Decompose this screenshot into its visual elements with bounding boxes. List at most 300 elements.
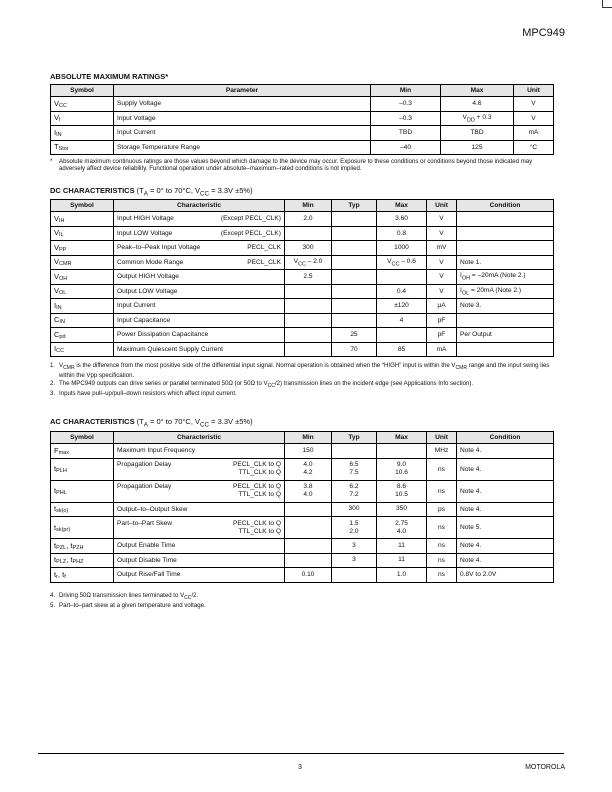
characteristic-cell bbox=[114, 480, 285, 502]
typ-value: 7.5 bbox=[349, 469, 359, 476]
max-cell bbox=[377, 299, 427, 314]
condition-cell bbox=[457, 328, 554, 343]
parameter-cell: Storage Temperature Range bbox=[114, 140, 371, 155]
dc-title-text: DC CHARACTERISTICS bbox=[50, 186, 135, 195]
max-cell-value: 4.6 bbox=[472, 100, 482, 108]
condition-tail: = –20mA (Note 2.) bbox=[470, 272, 526, 280]
symbol-cell bbox=[51, 226, 114, 241]
ac-title-text: AC CHARACTERISTICS bbox=[50, 417, 135, 426]
max-value: 11 bbox=[398, 556, 405, 564]
characteristic-cell bbox=[114, 226, 285, 241]
symbol-base: V bbox=[54, 242, 60, 252]
characteristic-cell bbox=[114, 568, 285, 583]
min-cell bbox=[285, 458, 332, 480]
symbol-cell bbox=[51, 342, 114, 357]
max-cell bbox=[377, 284, 427, 299]
max-cell bbox=[377, 212, 427, 227]
unit-cell: ps bbox=[427, 502, 457, 517]
note-number: 2. bbox=[50, 379, 56, 387]
max-value: 1.0 bbox=[396, 570, 407, 578]
table-row bbox=[51, 328, 554, 343]
table-row bbox=[51, 458, 554, 480]
note-number: 5. bbox=[50, 602, 56, 610]
symbol-base-2: , t bbox=[66, 540, 73, 550]
table-row bbox=[51, 517, 554, 539]
characteristic-name: Maximum Quiescent Supply Current bbox=[117, 345, 223, 353]
min-cell-value: –0.3 bbox=[399, 100, 412, 108]
unit-cell: ns bbox=[427, 480, 457, 502]
symbol-subscript: max bbox=[58, 449, 69, 456]
symbol-base-2: , t bbox=[66, 555, 73, 565]
unit-cell: ns bbox=[427, 553, 457, 568]
max-cell-value: ±120 bbox=[394, 302, 409, 310]
unit-cell: mA bbox=[514, 126, 554, 141]
table-row bbox=[51, 111, 554, 126]
max-cell-value: 85 bbox=[397, 345, 406, 353]
note bbox=[50, 592, 555, 602]
typ-cell bbox=[332, 212, 377, 227]
condition-cell bbox=[457, 299, 554, 314]
footer-rule bbox=[38, 753, 564, 754]
min-cell bbox=[285, 517, 332, 539]
table-row bbox=[51, 342, 554, 357]
min-cell-value: 2.0 bbox=[303, 215, 313, 223]
max-value: 2.75 bbox=[395, 519, 408, 527]
condition-cell: Note 4. bbox=[457, 458, 554, 480]
typ-value: 300 bbox=[348, 505, 360, 513]
typ-value: 1.5 bbox=[349, 519, 359, 527]
symbol-cell bbox=[51, 126, 114, 141]
condition-cell bbox=[457, 313, 554, 328]
condition-tail: = 20mA (Note 2.) bbox=[469, 286, 522, 294]
typ-value: 6.5 bbox=[349, 461, 359, 468]
symbol-subscript: r bbox=[56, 573, 58, 580]
symbol-base: C bbox=[54, 315, 60, 325]
column-header: Min bbox=[285, 200, 332, 212]
page-number: 3 bbox=[298, 764, 302, 771]
unit-cell: V bbox=[514, 111, 554, 126]
characteristic-name: Input HIGH Voltage bbox=[117, 215, 174, 223]
min-cell bbox=[285, 313, 332, 328]
table-row bbox=[51, 140, 554, 155]
max-cell bbox=[377, 539, 427, 554]
typ-value: 3 bbox=[352, 556, 356, 564]
characteristic-name: Propagation Delay bbox=[117, 483, 172, 490]
note-number: 3. bbox=[50, 390, 56, 398]
table-row bbox=[51, 539, 554, 554]
symbol-cell bbox=[51, 111, 114, 126]
table-row bbox=[51, 444, 554, 459]
characteristic-name: Peak–to–Peak Input Voltage bbox=[117, 244, 201, 252]
typ-cell bbox=[332, 313, 377, 328]
max-cell bbox=[441, 126, 514, 141]
min-cell bbox=[285, 342, 332, 357]
max-cell bbox=[377, 502, 427, 517]
characteristic-name: Output HIGH Voltage bbox=[117, 273, 179, 281]
condition-subscript: OH bbox=[461, 275, 471, 282]
dc-title bbox=[50, 186, 253, 198]
max-cell bbox=[377, 226, 427, 241]
table-row bbox=[51, 226, 554, 241]
typ-cell bbox=[332, 241, 377, 256]
max-cell bbox=[441, 140, 514, 155]
min-value: 4.0 bbox=[303, 461, 313, 468]
min-cell bbox=[371, 111, 441, 126]
unit-cell: V bbox=[427, 212, 457, 227]
symbol-subscript: PLH bbox=[56, 468, 67, 474]
condition-cell: Note 4. bbox=[457, 444, 554, 459]
min-cell-value: –40 bbox=[399, 143, 411, 151]
characteristic-cell bbox=[114, 553, 285, 568]
column-header: Max bbox=[377, 200, 427, 212]
min-cell bbox=[285, 502, 332, 517]
note bbox=[50, 390, 555, 397]
symbol-subscript: PLZ bbox=[56, 559, 67, 566]
typ-value: 3 bbox=[352, 541, 356, 549]
parameter-cell: Supply Voltage bbox=[114, 97, 371, 112]
max-cell bbox=[377, 568, 427, 583]
typ-value: 6.2 bbox=[349, 483, 359, 490]
footer-brand: MOTOROLA bbox=[525, 764, 565, 771]
unit-cell: µA bbox=[427, 299, 457, 314]
min-cell bbox=[285, 444, 332, 459]
characteristic-qualifier: PECL_CLK bbox=[247, 244, 281, 252]
note-text: Driving 50Ω transmission lines terminated to $V_{CC}/2$. bbox=[59, 592, 199, 602]
max-cell bbox=[441, 111, 514, 126]
table-row bbox=[51, 502, 554, 517]
symbol-subscript-2: PHZ bbox=[72, 559, 84, 566]
min-cell bbox=[285, 255, 332, 270]
min-value: 0.10 bbox=[301, 570, 315, 578]
max-cell-value: V bbox=[387, 257, 392, 265]
dc-table bbox=[50, 199, 554, 357]
symbol-base: t bbox=[54, 569, 57, 579]
symbol-subscript: PZL bbox=[56, 544, 67, 551]
typ-cell bbox=[332, 342, 377, 357]
table-row bbox=[51, 553, 554, 568]
symbol-subscript: sk(o) bbox=[56, 508, 69, 515]
max-value: 11 bbox=[398, 541, 405, 549]
symbol-subscript-2: f bbox=[64, 573, 66, 580]
symbol-base: t bbox=[54, 504, 57, 514]
characteristic-qualifier: (Except PECL_CLK) bbox=[220, 215, 281, 223]
symbol-base: C bbox=[54, 329, 60, 339]
min-cell-value: 300 bbox=[302, 244, 314, 252]
condition-cell: Note 4. bbox=[457, 539, 554, 554]
symbol-cell bbox=[51, 241, 114, 256]
page-corner-mark bbox=[602, 0, 612, 8]
path-label: PECL_CLK to Q bbox=[232, 461, 281, 468]
symbol-subscript: CC bbox=[59, 102, 67, 109]
max-value: 10.6 bbox=[395, 469, 408, 476]
characteristic-name: Input Current bbox=[117, 302, 156, 310]
typ-cell bbox=[332, 502, 377, 517]
condition-cell: Note 5. bbox=[457, 517, 554, 539]
max-cell bbox=[377, 444, 427, 459]
unit-cell: mA bbox=[427, 342, 457, 357]
typ-cell-value: 25 bbox=[350, 331, 358, 339]
column-header: Unit bbox=[514, 85, 554, 97]
characteristic-name: Output Rise/Fall Time bbox=[117, 571, 181, 579]
typ-cell bbox=[332, 226, 377, 241]
characteristic-name: Output LOW Voltage bbox=[117, 287, 178, 295]
note-number: 4. bbox=[50, 592, 56, 599]
characteristic-cell bbox=[114, 517, 285, 539]
condition-cell bbox=[457, 226, 554, 241]
unit-cell: ns bbox=[427, 539, 457, 554]
abs-max-title: ABSOLUTE MAXIMUM RATINGS* bbox=[50, 72, 169, 81]
table-row bbox=[51, 284, 554, 299]
symbol-cell bbox=[51, 270, 114, 285]
symbol-base: t bbox=[54, 540, 57, 550]
table-row bbox=[51, 126, 554, 141]
symbol-subscript: IN bbox=[56, 131, 62, 138]
symbol-cell bbox=[51, 539, 114, 554]
symbol-base: T bbox=[54, 142, 59, 152]
max-cell bbox=[377, 458, 427, 480]
abs-max-table bbox=[50, 84, 554, 155]
condition-cell: Note 4. bbox=[457, 480, 554, 502]
typ-cell bbox=[332, 328, 377, 343]
unit-cell: V bbox=[427, 270, 457, 285]
ac-header-row bbox=[51, 432, 554, 444]
characteristic-name: Power Dissipation Capacitance bbox=[117, 331, 209, 339]
max-cell-subscript: DD bbox=[466, 116, 475, 123]
symbol-subscript: CC bbox=[56, 348, 65, 355]
typ-cell bbox=[332, 255, 377, 270]
symbol-base: V bbox=[54, 213, 60, 223]
symbol-base: V bbox=[54, 286, 60, 296]
min-cell bbox=[285, 299, 332, 314]
symbol-cell bbox=[51, 328, 114, 343]
max-cell-value: TBD bbox=[470, 129, 484, 137]
symbol-subscript-2: PZH bbox=[72, 544, 84, 551]
unit-cell: V bbox=[427, 255, 457, 270]
part-number: MPC949 bbox=[522, 27, 565, 39]
dc-notes bbox=[50, 362, 555, 397]
symbol-subscript: IN bbox=[56, 304, 62, 311]
typ-cell bbox=[332, 458, 377, 480]
max-cell bbox=[377, 313, 427, 328]
symbol-base: V bbox=[54, 271, 60, 281]
note bbox=[50, 362, 555, 380]
unit-cell: ns bbox=[427, 568, 457, 583]
note bbox=[50, 602, 555, 609]
max-cell bbox=[377, 480, 427, 502]
min-cell bbox=[285, 328, 332, 343]
table-row bbox=[51, 313, 554, 328]
symbol-cell bbox=[51, 517, 114, 539]
symbol-subscript: pd bbox=[59, 333, 66, 340]
min-cell bbox=[285, 553, 332, 568]
typ-cell bbox=[332, 568, 377, 583]
characteristic-name: Common Mode Range bbox=[117, 258, 184, 266]
table-row bbox=[51, 97, 554, 112]
symbol-base: V bbox=[54, 228, 60, 238]
characteristic-name: Output–to–Output Skew bbox=[117, 505, 188, 513]
column-header: Typ bbox=[332, 432, 377, 444]
symbol-subscript: IL bbox=[59, 232, 64, 239]
unit-cell: MHz bbox=[427, 444, 457, 459]
max-cell bbox=[377, 255, 427, 270]
symbol-base: t bbox=[54, 486, 57, 495]
max-value: 9.0 bbox=[396, 461, 407, 468]
min-cell bbox=[285, 539, 332, 554]
symbol-subscript: I bbox=[59, 117, 61, 124]
column-header: Min bbox=[371, 85, 441, 97]
symbol-subscript: PHL bbox=[56, 490, 67, 496]
condition-cell bbox=[457, 270, 554, 285]
unit-cell: ns bbox=[427, 517, 457, 539]
symbol-cell bbox=[51, 284, 114, 299]
table-row bbox=[51, 212, 554, 227]
symbol-cell bbox=[51, 97, 114, 112]
symbol-subscript: sk(pr) bbox=[56, 526, 71, 533]
typ-value: 7.2 bbox=[349, 491, 359, 498]
max-cell bbox=[377, 270, 427, 285]
max-cell bbox=[377, 328, 427, 343]
min-cell-subscript: CC bbox=[297, 260, 306, 267]
max-cell-value: 0.4 bbox=[396, 287, 407, 295]
symbol-cell bbox=[51, 553, 114, 568]
parameter-cell: Input Voltage bbox=[114, 111, 371, 126]
min-cell bbox=[371, 97, 441, 112]
typ-cell bbox=[332, 517, 377, 539]
condition-text: Per Output bbox=[460, 331, 492, 339]
max-cell bbox=[377, 342, 427, 357]
symbol-base: V bbox=[54, 98, 60, 108]
characteristic-cell bbox=[114, 212, 285, 227]
characteristic-name: Output Disable Time bbox=[117, 556, 177, 564]
unit-cell: ns bbox=[427, 458, 457, 480]
column-header: Characteristic bbox=[114, 432, 285, 444]
symbol-base: V bbox=[54, 257, 60, 267]
max-cell-tail: – 0.6 bbox=[399, 257, 416, 265]
characteristic-cell bbox=[114, 284, 285, 299]
typ-cell bbox=[332, 444, 377, 459]
note-number: 1. bbox=[50, 362, 56, 369]
symbol-cell bbox=[51, 480, 114, 502]
characteristic-cell bbox=[114, 444, 285, 459]
min-cell-value: 2.5 bbox=[303, 273, 313, 281]
table-row bbox=[51, 270, 554, 285]
min-cell bbox=[371, 140, 441, 155]
min-value: 4.0 bbox=[303, 491, 313, 498]
symbol-subscript: CMR bbox=[59, 261, 72, 268]
characteristic-qualifier: PECL_CLK bbox=[247, 258, 281, 266]
symbol-subscript: IH bbox=[59, 217, 65, 224]
max-cell bbox=[441, 97, 514, 112]
column-header: Symbol bbox=[51, 200, 114, 212]
dc-conditions: ($T_A = 0^\circ$ to 70°C, $V_{CC} = 3.3V \pm 5\%$) bbox=[134, 186, 253, 198]
symbol-base: V bbox=[54, 113, 60, 123]
column-header: Symbol bbox=[51, 85, 114, 97]
column-header: Condition bbox=[457, 432, 554, 444]
path-label: PECL_CLK to Q bbox=[232, 483, 281, 490]
max-value: 350 bbox=[395, 505, 407, 513]
abs-max-footnote bbox=[50, 158, 555, 172]
symbol-base: t bbox=[54, 522, 57, 532]
typ-value: 2.0 bbox=[349, 527, 359, 535]
column-header: Unit bbox=[427, 432, 457, 444]
ac-title bbox=[50, 417, 253, 429]
characteristic-name: Propagation Delay bbox=[117, 461, 172, 468]
column-header: Characteristic bbox=[114, 200, 285, 212]
max-cell bbox=[377, 241, 427, 256]
note-text: Inputs have pull–up/pull–down resistors which affect input current. bbox=[59, 390, 237, 398]
min-cell bbox=[285, 226, 332, 241]
min-cell bbox=[285, 568, 332, 583]
typ-cell bbox=[332, 480, 377, 502]
ac-conditions: ($T_A = 0^\circ$ to 70°C, $V_{CC} = 3.3V \pm 5\%$) bbox=[134, 417, 253, 429]
max-cell bbox=[377, 517, 427, 539]
condition-cell bbox=[457, 284, 554, 299]
symbol-base: I bbox=[54, 344, 57, 354]
min-value: 4.2 bbox=[303, 469, 313, 476]
max-cell-tail: + 0.3 bbox=[474, 113, 492, 121]
condition-text: I bbox=[460, 286, 462, 294]
unit-cell: mV bbox=[427, 241, 457, 256]
table-row bbox=[51, 241, 554, 256]
symbol-subscript: IN bbox=[59, 319, 65, 326]
symbol-base-2: , t bbox=[57, 569, 65, 579]
symbol-subscript: PP bbox=[59, 246, 67, 253]
max-cell-value: 125 bbox=[471, 143, 483, 151]
min-value: 150 bbox=[302, 446, 314, 454]
unit-cell: pF bbox=[427, 328, 457, 343]
symbol-base: t bbox=[54, 555, 57, 565]
characteristic-cell bbox=[114, 458, 285, 480]
symbol-base: F bbox=[54, 445, 59, 455]
ac-table bbox=[50, 431, 554, 583]
min-cell bbox=[285, 284, 332, 299]
footnote-mark: * bbox=[50, 158, 53, 165]
characteristic-cell bbox=[114, 270, 285, 285]
symbol-cell bbox=[51, 444, 114, 459]
characteristic-cell bbox=[114, 328, 285, 343]
condition-cell bbox=[457, 212, 554, 227]
condition-cell bbox=[457, 241, 554, 256]
symbol-base: I bbox=[54, 300, 57, 310]
max-value: 8.6 bbox=[396, 483, 407, 490]
max-cell-subscript: CC bbox=[391, 260, 400, 267]
symbol-cell bbox=[51, 502, 114, 517]
abs-max-header-row bbox=[51, 85, 554, 97]
condition-text: Note 3. bbox=[460, 302, 482, 310]
typ-cell bbox=[332, 299, 377, 314]
characteristic-cell bbox=[114, 255, 285, 270]
symbol-cell bbox=[51, 140, 114, 155]
path-label: TTL_CLK to Q bbox=[238, 469, 281, 476]
typ-cell bbox=[332, 270, 377, 285]
min-cell bbox=[285, 212, 332, 227]
max-cell-value: 1000 bbox=[394, 244, 409, 252]
max-value: 4.0 bbox=[396, 527, 407, 535]
unit-cell: V bbox=[427, 226, 457, 241]
typ-cell bbox=[332, 553, 377, 568]
max-cell-value: V bbox=[462, 113, 467, 121]
characteristic-qualifier: (Except PECL_CLK) bbox=[220, 229, 281, 237]
table-row bbox=[51, 480, 554, 502]
symbol-subscript: OL bbox=[59, 290, 67, 297]
characteristic-name: Input LOW Voltage bbox=[117, 229, 173, 237]
typ-cell-value: 70 bbox=[350, 345, 358, 353]
characteristic-cell bbox=[114, 502, 285, 517]
column-header: Typ bbox=[332, 200, 377, 212]
max-value: 10.5 bbox=[395, 491, 408, 498]
condition-subscript: OL bbox=[461, 289, 470, 296]
column-header: Parameter bbox=[114, 85, 371, 97]
